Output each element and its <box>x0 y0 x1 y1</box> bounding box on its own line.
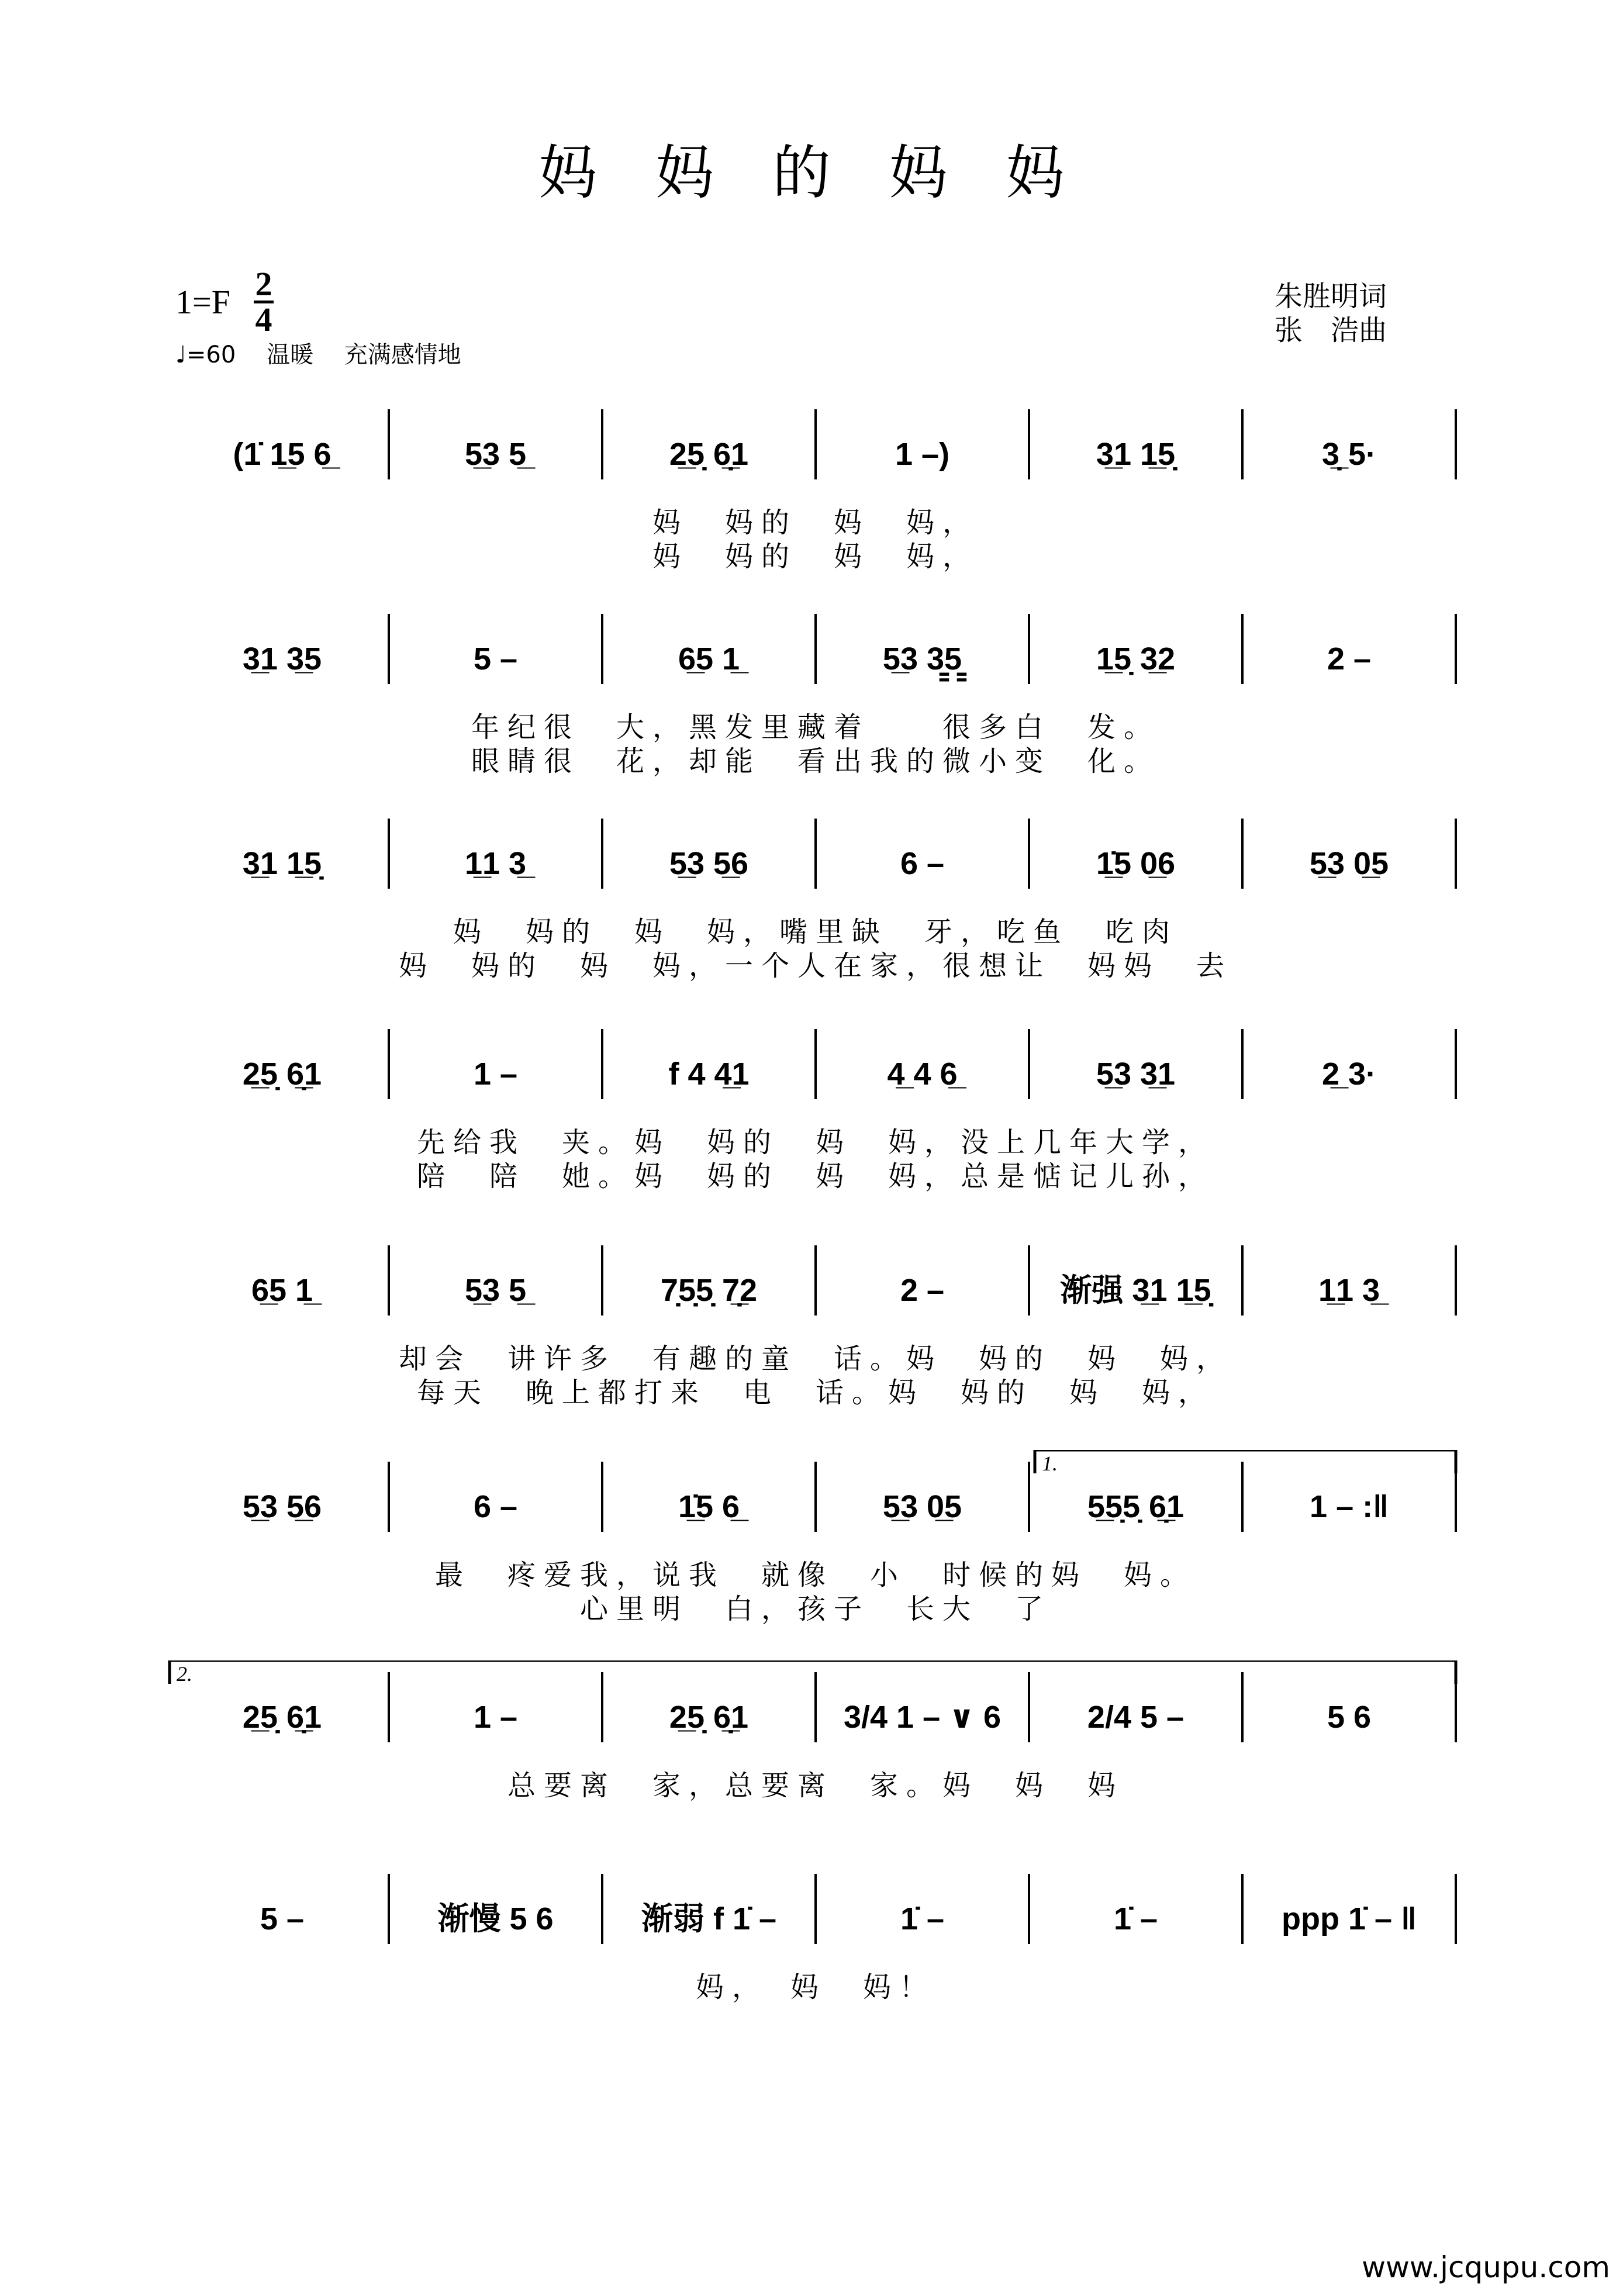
score-system <box>0 1234 1623 1409</box>
tempo-marking <box>175 336 485 370</box>
measure: 5 6 <box>1327 1700 1372 1735</box>
measure: 渐慢 5 6 <box>437 1901 554 1936</box>
expression-emotional: 充满感情地 <box>344 341 461 368</box>
measure: 2̲5̣ 6̣̲1 <box>242 1056 322 1092</box>
svg-text:2.: 2. <box>177 1662 192 1686</box>
measure: 7̣5̣5̣ 7̣̲2 <box>660 1273 758 1308</box>
key-signature <box>175 265 274 339</box>
key-label: 1=F <box>175 283 230 322</box>
measure: 1 – <box>473 1700 518 1735</box>
lyrics-verse-2: 妈 妈的 妈 妈，一个人在家，很想让 妈妈 去 <box>398 950 1233 982</box>
lyrics-verse-2: 妈 妈的 妈 妈， <box>652 540 979 573</box>
measure: 1 – <box>473 1056 518 1092</box>
measure: ppp 1̇ – ‖ <box>1282 1901 1417 1936</box>
score-system <box>0 1017 1623 1193</box>
lyrics-verse-1: 年纪很 大，黑发里藏着 很多白 发。 <box>471 711 1161 744</box>
measure: 1̲̇5 0̲6 <box>1096 846 1176 881</box>
measure: 5̲5̣5̣ 6̣̲1 <box>1087 1489 1185 1524</box>
measure: 2̲5̣ 6̣̲1 <box>669 1700 749 1735</box>
measure: 5̲3 5̲6 <box>242 1489 322 1524</box>
measure: 3̣̲ 5· <box>1321 437 1377 472</box>
svg-text:1.: 1. <box>1042 1452 1058 1475</box>
lyrics-verse-2: 心里明 白，孩子 长大 了 <box>579 1593 1052 1625</box>
lyrics-verse-1: 妈， 妈 妈！ <box>695 1971 936 2004</box>
song-title: 妈 妈 的 妈 妈 <box>538 139 1085 207</box>
measure: 2̲5̣ 6̣̲1 <box>669 437 749 472</box>
barlines <box>0 1862 1623 2038</box>
score-system <box>0 602 1623 778</box>
measure: 5̲3 3̲1 <box>1096 1056 1176 1092</box>
lyrics-verse-1: 总要离 家，总要离 家。妈 妈 妈 <box>507 1769 1124 1802</box>
measure: 1̇ – <box>900 1901 945 1936</box>
measure: 5 – <box>260 1901 305 1936</box>
lyrics-verse-2: 眼睛很 花，却能 看出我的微小变 化。 <box>471 745 1161 778</box>
measure: 2 – <box>900 1273 945 1308</box>
measure: 1̲1 3̲ <box>1318 1273 1380 1308</box>
measure: 2/4 5 – <box>1087 1700 1185 1735</box>
measure: 渐强 3̲1 1̲5̣ <box>1060 1273 1211 1308</box>
measure: 1 – :‖ <box>1310 1489 1389 1524</box>
measure: 5̲3 3̳5̳ <box>882 641 962 676</box>
measure: 6 – <box>473 1489 518 1524</box>
measure: (1̇ 1̲5 6̲ <box>233 437 331 472</box>
score-system <box>0 1660 1623 1836</box>
measure: 2̲ 3· <box>1321 1056 1377 1092</box>
barlines <box>0 1660 1623 1836</box>
composer: 张 浩曲 <box>1275 314 1387 347</box>
lyrics-verse-2: 每天 晚上都打来 电 话。妈 妈的 妈 妈， <box>416 1376 1215 1409</box>
time-signature: 2 4 <box>254 269 274 335</box>
tempo-value: ♩=60 <box>175 341 236 368</box>
measure: 2 – <box>1327 641 1372 676</box>
score-system <box>0 1862 1623 2038</box>
measure: 3̲1 3̲5 <box>242 641 322 676</box>
measure: 6̲5 1̲ <box>251 1273 313 1308</box>
measure: 6̲5 1̲ <box>678 641 740 676</box>
measure: 5̲3 0̲5 <box>1309 846 1389 881</box>
measure: 1 –) <box>895 437 950 472</box>
measure: 6 – <box>900 846 945 881</box>
measure: 2̲5̣ 6̣̲1 <box>242 1700 322 1735</box>
lyrics-verse-1: 妈 妈的 妈 妈，嘴里缺 牙，吃鱼 吃肉 <box>453 916 1179 948</box>
lyrics-verse-1: 妈 妈的 妈 妈， <box>652 506 979 539</box>
lyricist: 朱胜明词 <box>1275 280 1387 313</box>
credits <box>1275 279 1387 347</box>
lyrics-verse-1: 最 疼爱我，说我 就像 小 时候的妈 妈。 <box>434 1559 1197 1591</box>
measure: f 4 4̲1 <box>668 1056 750 1092</box>
measure: 1̲̇5 6̲ <box>678 1489 740 1524</box>
score-system <box>0 398 1623 573</box>
score-system <box>0 1450 1623 1625</box>
measure: 3/4 1 – ∨ 6 <box>843 1700 1002 1735</box>
measure: 1̲5̣ 3̲2 <box>1096 641 1176 676</box>
measure: 渐弱 f 1̇ – <box>641 1901 777 1936</box>
measure: 3̲1 1̲5̣ <box>242 846 322 881</box>
website-watermark: www.jcqupu.com <box>1362 2250 1610 2284</box>
lyrics-verse-2: 陪 陪 她。妈 妈的 妈 妈，总是惦记儿孙， <box>416 1160 1215 1193</box>
measure: 5̲3 5̲6 <box>669 846 749 881</box>
measure: 1̲1 3̲ <box>464 846 527 881</box>
measure: 5̲3 0̲5 <box>882 1489 962 1524</box>
measure: 5̲3 5̲ <box>464 1273 527 1308</box>
measure: 5̲3 5̲ <box>464 437 527 472</box>
score-system <box>0 807 1623 982</box>
measure: 4̲ 4 6̲ <box>887 1056 958 1092</box>
measure: 3̲1 1̲5̣ <box>1096 437 1176 472</box>
measure: 5 – <box>473 641 518 676</box>
lyrics-verse-1: 先给我 夹。妈 妈的 妈 妈，没上几年大学， <box>416 1126 1215 1159</box>
measure: 1̇ – <box>1113 1901 1158 1936</box>
lyrics-verse-1: 却会 讲许多 有趣的童 话。妈 妈的 妈 妈， <box>398 1342 1233 1375</box>
expression-warm: 温暖 <box>267 341 313 368</box>
